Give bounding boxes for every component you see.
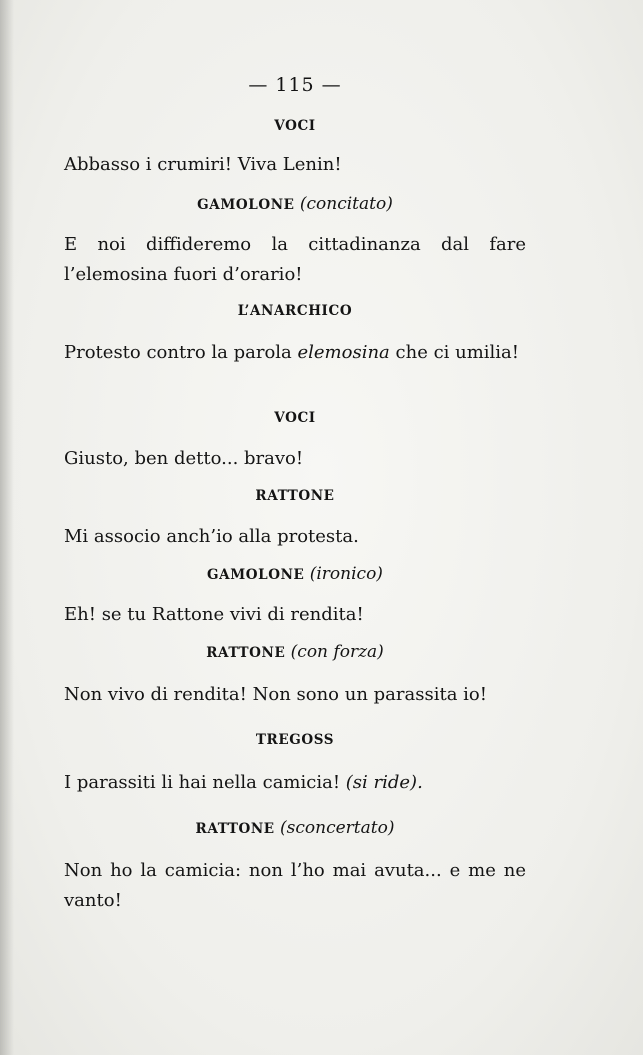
speaker-gamolone — [0, 194, 590, 214]
dialogue-line: E noi diffideremo la cittadinanza dal fare l’elemosina fuori d’orario! — [64, 234, 526, 285]
speaker-rattone — [0, 818, 590, 838]
dialogue-line: Giusto, ben detto... bravo! — [64, 448, 304, 469]
emphasized-word: elemosina — [297, 342, 390, 363]
dialogue-line: Non vivo di rendita! Non sono un parassita io! — [64, 684, 487, 705]
dialogue-text: che ci umilia! — [389, 342, 520, 363]
speaker-voci — [0, 118, 590, 134]
dialogue-line: Mi associo anch’io alla protesta. — [64, 526, 359, 547]
dialogue-text: I parassiti li hai nella camicia! — [64, 772, 346, 793]
speaker-name: VOCI — [274, 118, 316, 134]
dialogue-line — [64, 338, 526, 368]
speaker-name: VOCI — [274, 410, 316, 426]
dialogue-line: Eh! se tu Rattone vivi di rendita! — [64, 604, 364, 625]
speaker-name: RATTONE — [206, 645, 286, 661]
speaker-name: RATTONE — [195, 821, 275, 837]
page-number: — 115 — — [248, 74, 342, 96]
speaker-name: TREGOSS — [255, 732, 335, 748]
stage-direction: (ironico) — [309, 564, 383, 584]
speaker-tregoss — [0, 732, 590, 748]
speaker-voci — [0, 410, 590, 426]
speaker-rattone — [0, 488, 590, 504]
speaker-anarchico — [0, 303, 590, 319]
dialogue-text: Protesto contro la parola — [64, 342, 298, 363]
stage-direction: (con forza) — [290, 642, 384, 662]
dialogue-line: Abbasso i crumiri! Viva Lenin! — [64, 154, 342, 175]
speaker-rattone — [0, 642, 590, 662]
speaker-gamolone — [0, 564, 590, 584]
stage-direction: (concitato) — [299, 194, 393, 214]
page-edge-shadow — [0, 0, 14, 1055]
speaker-name: RATTONE — [255, 488, 335, 504]
dialogue-line — [64, 768, 526, 798]
speaker-name: GAMOLONE — [207, 567, 305, 583]
stage-direction: (si ride). — [345, 772, 423, 793]
dialogue-line: Non ho la camicia: non l’ho mai avuta... e me ne vanto! — [64, 860, 526, 911]
speaker-name: L’ANARCHICO — [237, 303, 353, 319]
stage-direction: (sconcertato) — [280, 818, 395, 838]
speaker-name: GAMOLONE — [197, 197, 295, 213]
